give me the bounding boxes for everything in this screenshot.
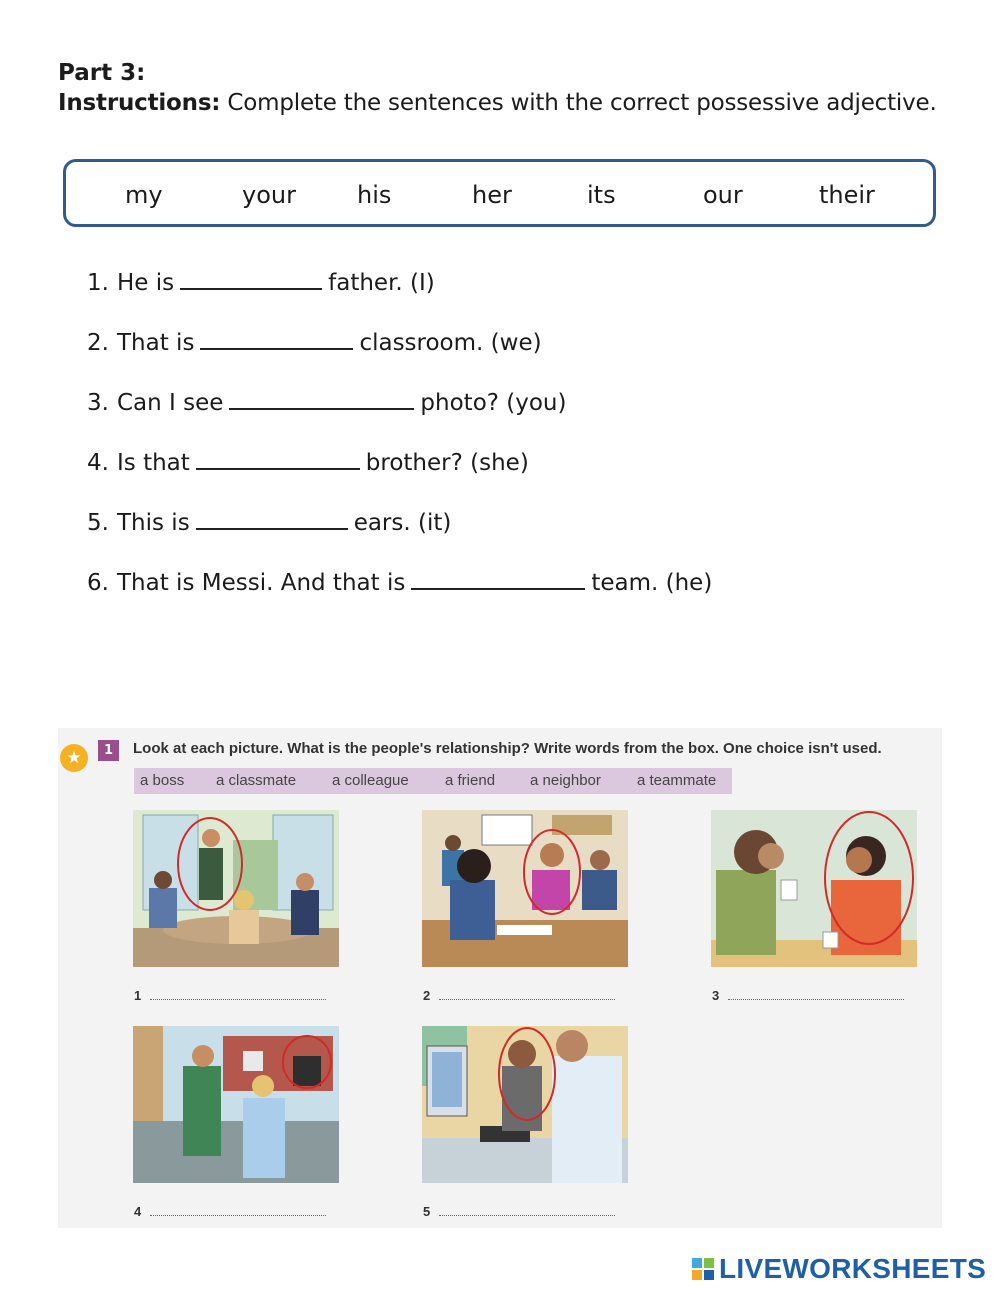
sentence-number: 1. <box>87 270 109 296</box>
sentence-after: brother? (she) <box>365 450 529 476</box>
answer-blank-1[interactable] <box>180 270 322 290</box>
sentence-2 <box>87 330 542 356</box>
picture-friends <box>711 810 917 967</box>
answer-line-4[interactable] <box>134 1204 326 1219</box>
word-your: your <box>242 181 296 209</box>
answer-line-3[interactable] <box>712 988 904 1003</box>
logo-tile <box>692 1270 702 1280</box>
choice-boss: a boss <box>140 772 185 789</box>
sentence-before: That is <box>117 330 195 356</box>
logo-tile <box>704 1258 714 1268</box>
answer-line-5[interactable] <box>423 1204 615 1219</box>
sentence-before: Can I see <box>117 390 224 416</box>
choice-colleague: a colleague <box>332 772 409 789</box>
logo-text: LIVEWORKSHEETS <box>719 1253 987 1284</box>
relationship-exercise <box>58 728 942 1228</box>
answer-dots[interactable] <box>150 1206 326 1216</box>
colleagues-illustration <box>422 1026 628 1183</box>
sentence-number: 5. <box>87 510 109 536</box>
sentence-after: father. (I) <box>328 270 435 296</box>
answer-number: 1 <box>134 988 142 1003</box>
picture-colleagues <box>422 1026 628 1183</box>
answer-dots[interactable] <box>728 990 904 1000</box>
friends-illustration <box>711 810 917 967</box>
answer-blank-2[interactable] <box>200 330 353 350</box>
answer-blank-6[interactable] <box>411 570 585 590</box>
answer-number: 3 <box>712 988 720 1003</box>
exercise-number: 1 <box>98 740 119 761</box>
sentence-after: classroom. (we) <box>359 330 542 356</box>
sentence-before: That is Messi. And that is <box>117 570 406 596</box>
sentence-6 <box>87 570 712 596</box>
answer-dots[interactable] <box>439 990 615 1000</box>
instructions-text: Complete the sentences with the correct possessive adjective. <box>220 90 937 116</box>
exercise-instruction: Look at each picture. What is the people's relationship? Write words from the box. One choice isn't used. <box>133 740 882 757</box>
answer-line-1[interactable] <box>134 988 326 1003</box>
word-his: his <box>357 181 392 209</box>
answer-line-2[interactable] <box>423 988 615 1003</box>
star-icon: ★ <box>60 744 88 772</box>
word-our: our <box>703 181 743 209</box>
sentence-number: 6. <box>87 570 109 596</box>
sentence-1 <box>87 270 435 296</box>
answer-number: 4 <box>134 1204 142 1219</box>
word-bank <box>63 159 936 227</box>
answer-blank-5[interactable] <box>196 510 348 530</box>
answer-blank-3[interactable] <box>229 390 414 410</box>
word-their: their <box>819 181 875 209</box>
part-title: Part 3: <box>58 60 146 86</box>
sentence-after: photo? (you) <box>420 390 567 416</box>
picture-classroom <box>422 810 628 967</box>
sentence-5 <box>87 510 451 536</box>
sentence-before: Is that <box>117 450 190 476</box>
answer-number: 5 <box>423 1204 431 1219</box>
meeting-illustration <box>133 810 339 967</box>
answer-number: 2 <box>423 988 431 1003</box>
sentence-4 <box>87 450 529 476</box>
answer-dots[interactable] <box>150 990 326 1000</box>
word-my: my <box>125 181 163 209</box>
choice-neighbor: a neighbor <box>530 772 601 789</box>
logo-tile <box>692 1258 702 1268</box>
choice-box <box>134 768 732 794</box>
sentence-3 <box>87 390 567 416</box>
sentence-before: This is <box>117 510 190 536</box>
answer-blank-4[interactable] <box>196 450 360 470</box>
neighbors-illustration <box>133 1026 339 1183</box>
word-her: her <box>472 181 512 209</box>
logo-mark-icon <box>692 1258 714 1280</box>
instructions-label: Instructions: <box>58 90 221 116</box>
answer-dots[interactable] <box>439 1206 615 1216</box>
picture-neighbors <box>133 1026 339 1183</box>
sentence-after: ears. (it) <box>353 510 452 536</box>
instructions <box>58 90 937 116</box>
sentence-number: 2. <box>87 330 109 356</box>
choice-teammate: a teammate <box>637 772 717 789</box>
logo-tile <box>704 1270 714 1280</box>
choice-classmate: a classmate <box>216 772 297 789</box>
sentence-number: 3. <box>87 390 109 416</box>
choice-friend: a friend <box>445 772 496 789</box>
picture-meeting <box>133 810 339 967</box>
classroom-illustration <box>422 810 628 967</box>
liveworksheets-logo <box>692 1253 986 1285</box>
word-its: its <box>587 181 616 209</box>
sentence-after: team. (he) <box>591 570 713 596</box>
sentence-number: 4. <box>87 450 109 476</box>
sentence-before: He is <box>117 270 175 296</box>
